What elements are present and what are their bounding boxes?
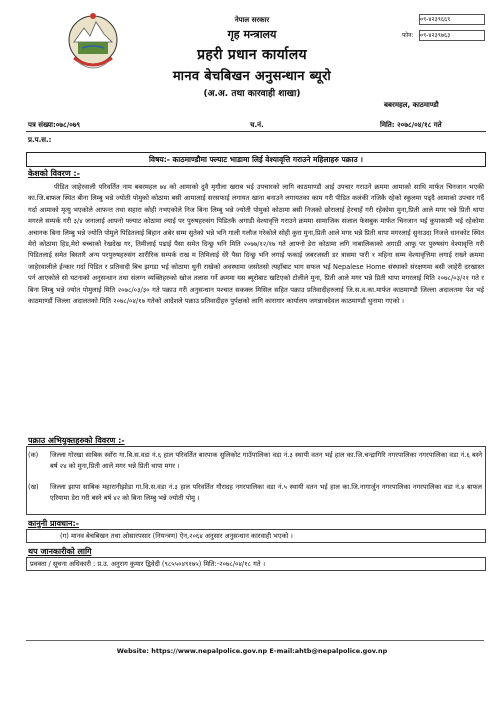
letter-number: पत्र संख्या:०७८/०७९ — [28, 121, 81, 129]
accused-section-title: पक्राउ अभियुक्तहरुको विवरण :- — [28, 436, 125, 445]
govt-label: नेपाल सरकार — [234, 16, 270, 24]
branch-title: (अ.अ. तथा कारवाही शाखा) — [203, 89, 301, 99]
accused-item — [28, 450, 482, 473]
ministry-label: गृह मन्त्रालय — [227, 28, 277, 41]
phone-label: फोन: — [402, 32, 414, 39]
accused-item-text: जिल्ला झापा साबिक महारानीझोडा गा.वि.स.वडा नं.३ हाल परिवर्तित गौरादह नगरपालिका वडा नं.५ स्थायी वतन भई हाल का.जि.नागार्जुन नगरपालिका नगरपालिका वडा नं.४ बाफल एरियामा डेरा गरी बस्ने बर्ष ४२ को बिना लिम्बु भन्ने ज्योती पोमु । — [50, 483, 482, 503]
accused-item — [28, 482, 482, 505]
office-title: प्रहरी प्रधान कार्यालय — [197, 47, 307, 63]
subject-line: विषय:- काठमाण्डौमा फ्ल्याट भाडामा लिई वेश्यावृत्ति गराउने महिलाहरु पक्राउ । — [26, 152, 486, 167]
footer-divider — [26, 640, 484, 641]
accused-item-label: (क) — [28, 451, 39, 459]
phone-number-1: ०९-४२३९६६९ — [420, 16, 451, 23]
law-text: (ग) मानव बेचबिखन तथा ओसारपसार (नियन्त्रण) ऐन,२०६४ अनुसार अनुसन्धान कारवाही भएको । — [60, 532, 293, 540]
contact-officer-text: प्रवक्ता / सूचना अधिकारी : प्र.उ. अनुराग कुमार द्विवेदी (९८५५०४९१७५) मिति:-२०७८/०४/१८ गते । — [30, 560, 266, 568]
footer-website: Website: https://www.nepalpolice.gov.np E-mail:ahtb@nepalpolice.gov.np — [116, 647, 388, 655]
accused-item-label: (ख) — [28, 483, 39, 491]
reference-number: प्र.प.स.: — [28, 136, 52, 144]
accused-item-text: जिल्ला गोरखा साबिक स्वाँरा गा.बि.स.वडा नं.६ हाल परिवर्तित बारपाक सुलिकोट गाउँपालिका वडा नं.३ स्थायी वतन भई हाल का.जि.चन्द्रागिरि नगरपालिका नगरपालिका वडा नं.६ बस्ने बर्ष २४ को मुना,प्रिती आले मगर भन्ने प्रिती थापा मगर । — [50, 451, 482, 471]
case-section-title: केशको विवरण :- — [28, 169, 80, 178]
law-section-title: कानुनी प्रावधान:- — [28, 519, 79, 528]
office-location: बबरमहल, काठमाण्डौ — [384, 101, 439, 109]
letter-date: मिति: २०७८/०४/१८ गते — [380, 121, 442, 129]
bureau-title: मानव बेचबिखन अनुसन्धान ब्यूरो — [172, 69, 332, 84]
phone-number-2: ०९-४२३९७६३ — [420, 32, 451, 39]
header-divider — [26, 131, 486, 132]
case-body-paragraph: पीडित जाहेरवाली परिवर्तित नाम बबरमहल ७४ को आमाको दुवै मृगौला खराब भई उपचारको लागि काठमाण्डौ आई उपचार गराउने क्रममा आमाको साथि मार्फत चिनजान भएकी का.जि.बाफल स्थित बीना लिम्बु भन्ने ज्योती पोमुको कोठामा बसी आमालाई सरसफाई लगायत खाना बनाउने लगायतका काम गरी पीडित कलंकी नजिकै रहेको स्कुलमा पढ्दै आमाको उपचार गर्दै गर्दा आमाको मृत्यु भएकोले आफन्त तथा सहारा कोही नभएकोले निज बिना लिम्बु भन्ने ज्योती पोमुको कोठामा बसी निजको छोरालाई हेरचाहँ गरी रहेकोमा मुना,प्रिती आले मगर भन्ने प्रिती थापा मगरले सम्पर्क गरी ३/४ जनालाई आफ्नो फ्ल्याट कोठामा ल्याई पर पुरुषहरुसंग पिडितकै अगाडी वेश्यावृत्ति गराउने क्रममा सामाजिक संजाल फेसबुक मार्फत चिनजान भई कुपाकामी भई रहेकोमा अचानक बिना लिम्बु भन्ने ज्योति पोमुले पिडितलाई बिहान अबेर सम्म सुतेको भन्ने भनि गाली गलौज गरेकोले सोही कुरा मुना,प्रिती आले मगर भन्ने प्रिती थापा मगरलाई सुनाउदा निजले धानकोट स्थित मेरो कोठामा हिड,मेरो बच्चाको रेखदेख गर, तिमीलाई पढाई पैसा समेत दिन्छु भनि मिति २०७७/१२/१७ गते आफ्नो डेरा कोठामा लगि नाबालिकाको अगाडी आफु पर पुरुषसंग वेश्यावृत्ति गरी पिडितलाई समेत बिस्तारै अन्य परपुरुषहरुसंग शारीरिक सम्पर्क राख म तिमिलाई धेरै पैसा दिन्छु भनि लगाई फकाई जबरजस्ती डर त्रासमा पारी १ महिना सम्म वेश्यावृत्तिमा लगाई राख्ने क्रममा जाहेरवालीले ईन्कार गर्दा पिडित र प्रतिवादी बिच झगडा भई कोठामा थुनी राखेको अवस्थामा जसोतसो त्यहाँबाट भाग सफल भई Nepalese Home संस्थाको संरक्षणमा बसी जाहेरी दरखास्त पर्न आएकोले सो घटनाको अनुसन्धान तथा संलग्न व्यक्तिहरुको खोज तलास गर्ने क्रममा यस ब्यूरोबाट खटिएको टोलीले मुना, प्रिती आले मगर भन्ने प्रिती थापा मगरलाई मिति २०७८/०३/२१ गते र बिना लिम्बु भन्ने ज्योत पोमुलाई मिति २०७८/०३/३० गते पक्राउ गरी अनुसन्धान पश्चात सकक्ल मिसिल सहित पक्राउ प्रतिवादीहरुलाई जि.स.व.का.मार्फत काठमाण्डौ जिल्ला अदालतमा पेश भई काठमाण्डौं जिल्ला अदालतको मिति २०७८/०४/१७ गतेको आदेशले पक्राउ प्रतिवादीहरु पुर्पक्षको लागि कारागार कार्यालय जगन्नाथदेवल काठमाण्डौ थुनामा गएको । — [28, 183, 484, 306]
more-info-title: थप जानकारीको लागि — [28, 547, 92, 556]
dispatch-number: च.नं. — [250, 121, 264, 129]
